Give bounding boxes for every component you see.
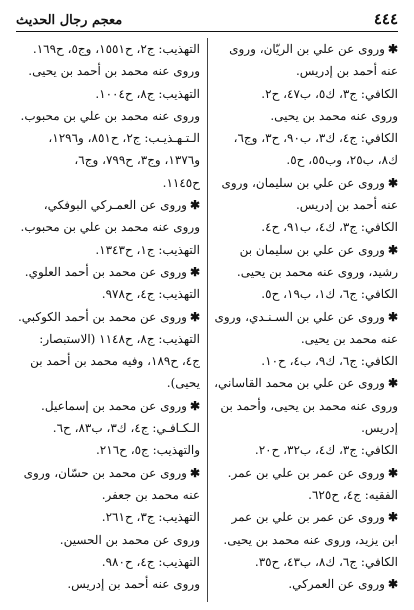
text-line xyxy=(214,60,398,82)
line-text: وروى عن محمد بن أحمد العلوي. xyxy=(24,264,187,279)
text-line xyxy=(214,149,398,171)
line-text: ابن يزيد، وروى عنه محمد بن يحيى. xyxy=(223,532,398,547)
line-text: وروى عن علي بن سليمان، وروى xyxy=(221,175,385,190)
text-line xyxy=(214,350,398,372)
line-text: عنه أحمد بن إدريس. xyxy=(295,198,398,213)
line-text: الـتـهـذيـب: ج٢، ح٨٥١، و١٢٩٦، xyxy=(48,131,200,146)
text-line xyxy=(18,372,200,394)
text-line xyxy=(18,38,200,60)
text-line xyxy=(18,573,200,595)
text-line xyxy=(18,83,200,105)
line-text: وروى عن محمد بن الحسين. xyxy=(59,532,200,547)
entry-star-icon: ✱ xyxy=(387,242,398,257)
line-text: ج٤، ح١٨٩، وفيه محمد بن أحمد بن xyxy=(30,354,200,369)
line-text: التهذيب: ج٤، ح٩٧٨. xyxy=(101,287,200,302)
page-number: ٤٤٤ xyxy=(373,10,398,28)
line-text: وروى عنه محمد بن يحيى، وأحمد بن xyxy=(220,398,398,413)
line-text: وروى عنه محمد بن علي بن محبوب. xyxy=(20,220,200,235)
line-text: الكافي: ج٦، ك١، ب١٩، ح٥. xyxy=(261,287,398,302)
text-line xyxy=(214,283,398,305)
text-line xyxy=(214,484,398,506)
line-text: الكافي: ج٣، ك٤، ب٣٢، ح٢٠. xyxy=(254,443,398,458)
text-line xyxy=(214,261,398,283)
line-text: وروى عن العمـركي البوفكي، xyxy=(43,198,187,213)
text-line xyxy=(214,573,398,595)
entry-star-icon: ✱ xyxy=(387,510,398,525)
text-line xyxy=(214,372,398,394)
text-line xyxy=(18,283,200,305)
text-line xyxy=(18,328,200,350)
text-line xyxy=(214,439,398,461)
text-line xyxy=(18,105,200,127)
line-text: وروى عن عمر بن علي بن عمر xyxy=(231,510,385,525)
entry-star-icon: ✱ xyxy=(387,175,398,190)
text-line xyxy=(214,395,398,417)
line-text: الكافي: ج٣، ك٤، ب٩١، ح٤. xyxy=(261,220,398,235)
text-line xyxy=(214,306,398,328)
text-line xyxy=(18,127,200,149)
line-text: وروى عن العمركي. xyxy=(288,577,385,592)
line-text: وروى عن محمد بن إسماعيل. xyxy=(41,398,187,413)
text-line xyxy=(18,149,200,171)
line-text: ك٨، ب٢٥، وب٥٥، ح٥. xyxy=(286,153,398,168)
line-text: التهذيب: ج٤، ح٩٨٠. xyxy=(101,554,200,569)
entry-star-icon: ✱ xyxy=(189,264,200,279)
line-text: التهذيب: ج٨، ح١١٤٨ (الاستبصار: xyxy=(39,331,200,346)
entry-star-icon: ✱ xyxy=(189,398,200,413)
text-line xyxy=(18,216,200,238)
line-text: وروى عن عمر بن علي بن عمر. xyxy=(227,465,385,480)
entry-star-icon: ✱ xyxy=(387,577,398,592)
line-text: وروى عن علي بن محمد القاساني، xyxy=(214,376,385,391)
text-line xyxy=(214,239,398,261)
text-line xyxy=(18,439,200,461)
entry-star-icon: ✱ xyxy=(387,309,398,324)
line-text: الفقيه: ج٤، ح٦٢٥. xyxy=(308,487,398,502)
line-text: عنه أحمد بن إدريس. xyxy=(295,64,398,79)
entry-star-icon: ✱ xyxy=(387,465,398,480)
line-text: التهذيب: ج٣، ح٢٦١. xyxy=(101,510,200,525)
line-text: التهذيب: ج٨، ح١٠٠٤. xyxy=(95,86,200,101)
text-line xyxy=(18,60,200,82)
text-line xyxy=(214,38,398,60)
line-text: عنه محمد بن جعفر. xyxy=(101,487,200,502)
line-text: وروى عن محمد بن حسّان، وروى xyxy=(23,465,187,480)
running-title: معجم رجال الحديث xyxy=(16,13,123,28)
text-line xyxy=(214,506,398,528)
line-text: رشيد، وروى عنه محمد بن يحيى. xyxy=(236,264,398,279)
text-line xyxy=(18,417,200,439)
entry-star-icon: ✱ xyxy=(387,376,398,391)
entry-star-icon: ✱ xyxy=(189,198,200,213)
text-line xyxy=(18,529,200,551)
text-line xyxy=(18,395,200,417)
text-line xyxy=(18,484,200,506)
text-line xyxy=(18,350,200,372)
text-line xyxy=(214,529,398,551)
text-line xyxy=(18,239,200,261)
line-text: وروى عنه أحمد بن إدريس. xyxy=(67,577,200,592)
line-text: الـكـافـي: ج٤، ك٣، ب٨٣، ح٦. xyxy=(52,421,200,436)
line-text: يحيى). xyxy=(166,376,200,391)
text-line xyxy=(18,261,200,283)
line-text: وروى عنه محمد بن يحيى. xyxy=(270,108,398,123)
text-line xyxy=(214,127,398,149)
line-text: الكافي: ج٦، ك٩، ب٤، ح١٠. xyxy=(261,354,398,369)
line-text: وروى عن علي بن السـنـدي، وروى xyxy=(214,309,385,324)
line-text: وروى عنه محمد بن أحمد بن يحيى. xyxy=(28,64,200,79)
line-text: ح١١٤٥. xyxy=(162,175,200,190)
line-text: التهذيب: ج١، ح١٣٤٣. xyxy=(95,242,200,257)
text-line xyxy=(214,105,398,127)
line-text: عنه محمد بن يحيى. xyxy=(300,331,398,346)
line-text: الكافي: ج٣، ك٥، ب٤٧، ح٢. xyxy=(261,86,398,101)
text-line xyxy=(18,506,200,528)
text-line xyxy=(18,551,200,573)
line-text: وروى عن علي بن سليمان بن xyxy=(239,242,385,257)
line-text: الكافي: ج٦، ك٨، ب٤٣، ح٣٥. xyxy=(254,554,398,569)
line-text: الكافي: ج٤، ك٣، ب٩٠، ح٣، وج٦، xyxy=(233,131,398,146)
header-rule xyxy=(16,31,398,32)
text-line xyxy=(18,172,200,194)
text-line xyxy=(214,194,398,216)
entry-star-icon: ✱ xyxy=(387,42,398,56)
line-text: التهذيب: ج٢، ح١٥٥١، وج٥، ح١٦٩. xyxy=(32,42,200,56)
text-line xyxy=(214,462,398,484)
column-divider xyxy=(207,38,208,602)
line-text: وروى عن محمد بن أحمد الكوكبي. xyxy=(18,309,187,324)
left-column xyxy=(18,38,200,604)
text-line xyxy=(214,172,398,194)
line-text: و١٣٧٦، وج٣، ح٧٩٩، وج٦، xyxy=(74,153,200,168)
text-line xyxy=(214,417,398,439)
text-line xyxy=(214,328,398,350)
right-column xyxy=(214,38,398,604)
text-line xyxy=(18,462,200,484)
line-text: وروى عن علي بن الريّان، وروى xyxy=(229,42,385,56)
page-header xyxy=(16,6,398,28)
line-text: إدريس. xyxy=(361,421,398,436)
text-line xyxy=(214,216,398,238)
text-line xyxy=(18,306,200,328)
line-text: والتهذيب: ج٥، ح٢١٦. xyxy=(95,443,200,458)
entry-star-icon: ✱ xyxy=(189,309,200,324)
text-line xyxy=(214,83,398,105)
line-text: وروى عنه محمد بن علي بن محبوب. xyxy=(20,108,200,123)
text-line xyxy=(18,194,200,216)
text-line xyxy=(214,551,398,573)
entry-star-icon: ✱ xyxy=(189,465,200,480)
